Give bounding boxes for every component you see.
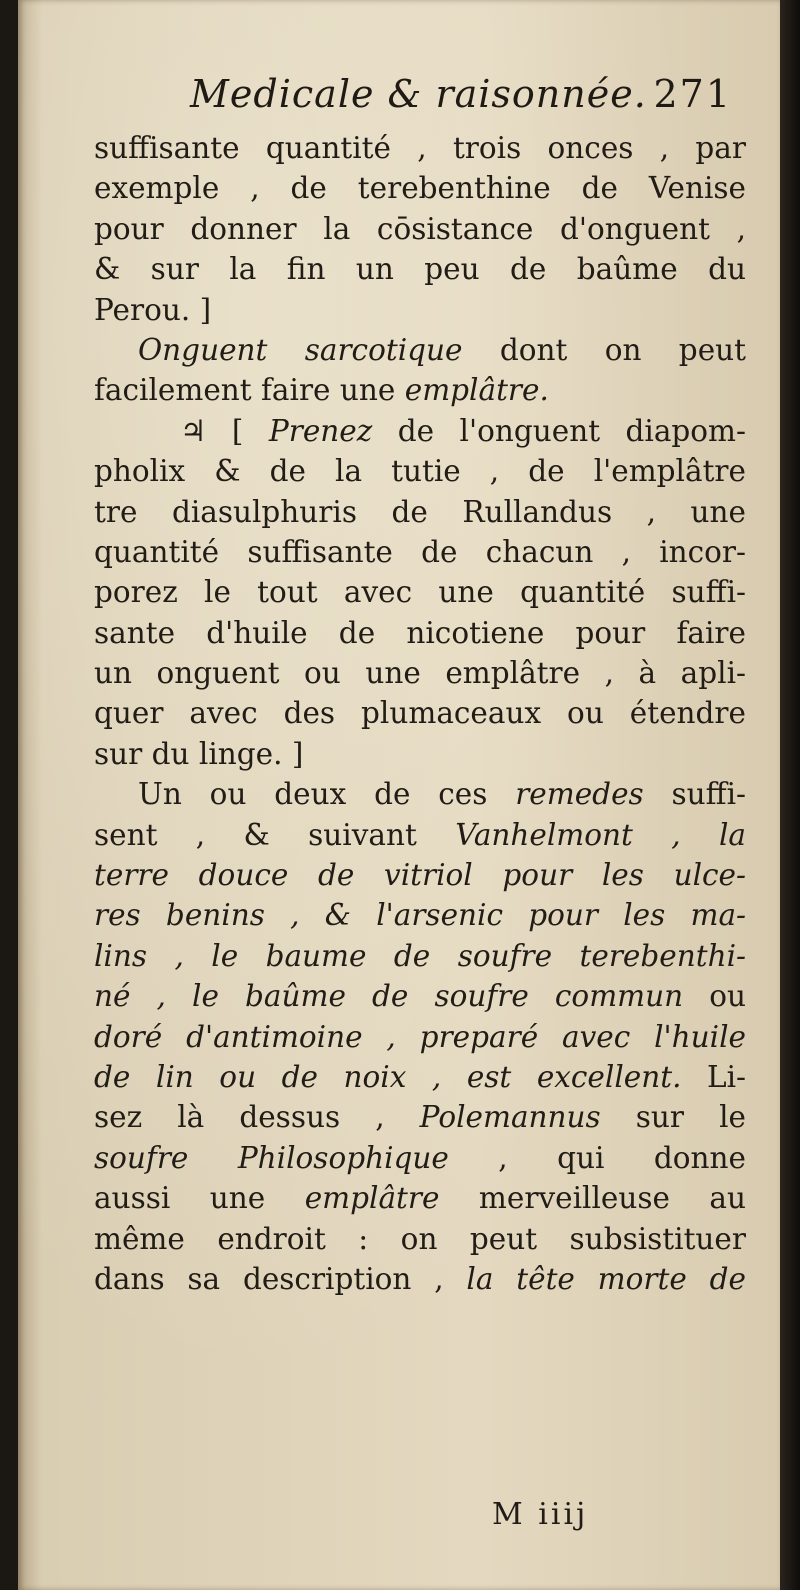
text-line bbox=[94, 451, 746, 491]
text-line bbox=[94, 492, 746, 532]
text-segment: & sur la fin un peu de baûme du bbox=[94, 252, 746, 287]
text-line bbox=[94, 370, 746, 410]
text-line bbox=[94, 613, 746, 653]
italic-text: la tête morte de bbox=[466, 1261, 746, 1296]
text-line bbox=[94, 1259, 746, 1299]
italic-text: doré d'antimoine , preparé avec l'huile bbox=[94, 1019, 746, 1054]
text-line bbox=[94, 1057, 746, 1097]
text-segment: dans sa description , bbox=[94, 1261, 467, 1296]
text-line bbox=[94, 532, 746, 572]
text-segment: suffisante quantité , trois onces , par bbox=[94, 131, 746, 165]
italic-text: Prenez bbox=[268, 413, 373, 448]
text-segment: pholix & de la tutie , de l'emplâtre bbox=[94, 454, 746, 489]
book-page bbox=[18, 0, 780, 1590]
italic-text: remedes bbox=[515, 777, 644, 812]
text-segment: suffi- bbox=[643, 777, 746, 812]
text-line bbox=[94, 895, 746, 935]
text-segment: porez le tout avec une quantité suffi- bbox=[94, 575, 746, 610]
text-line bbox=[94, 1219, 746, 1259]
text-segment: , qui donne bbox=[448, 1140, 746, 1175]
text-segment: sent , & suivant bbox=[94, 817, 456, 852]
text-segment: sur le bbox=[600, 1100, 747, 1135]
text-segment: de l'onguent diapom- bbox=[372, 413, 746, 448]
running-title: Medicale & raisonnée. bbox=[190, 72, 647, 116]
text-segment: dont on peut bbox=[462, 332, 746, 367]
text-line bbox=[94, 855, 746, 895]
page-number: 271 bbox=[653, 72, 732, 116]
text-line bbox=[94, 1097, 746, 1137]
text-segment: merveilleuse au bbox=[439, 1181, 747, 1216]
text-segment: sante d'huile de nicotiene pour faire bbox=[94, 615, 746, 650]
text-line bbox=[94, 249, 746, 289]
text-line bbox=[94, 1138, 746, 1178]
italic-text: emplâtre bbox=[304, 1181, 440, 1216]
text-segment: sur du linge. ] bbox=[94, 736, 304, 771]
text-line bbox=[94, 209, 746, 249]
text-segment: facilement faire une bbox=[94, 373, 405, 408]
italic-text: lins , le baume de soufre terebenthi- bbox=[94, 938, 746, 973]
text-line bbox=[94, 734, 746, 774]
text-segment: aussi une bbox=[94, 1181, 305, 1216]
text-segment: pour donner la cōsistance d'onguent , bbox=[94, 211, 746, 246]
italic-text: emplâtre. bbox=[404, 373, 549, 408]
italic-text: de lin ou de noix , est excellent. bbox=[94, 1059, 682, 1094]
text-segment: exemple , de terebenthine de Venise bbox=[94, 171, 746, 206]
text-line bbox=[94, 572, 746, 612]
italic-text: terre douce de vitriol pour les ulce- bbox=[94, 858, 746, 893]
italic-text: Onguent sarcotique bbox=[138, 332, 463, 367]
italic-text: Vanhelmont , la bbox=[455, 817, 746, 852]
text-segment: Un ou deux de ces bbox=[138, 777, 516, 812]
text-segment: ♃ [ bbox=[180, 413, 269, 448]
text-line bbox=[94, 693, 746, 733]
text-line bbox=[94, 128, 746, 168]
italic-text: res benins , & l'arsenic pour les ma- bbox=[94, 898, 746, 933]
text-line bbox=[94, 290, 746, 330]
text-segment: quer avec des plumaceaux ou étendre bbox=[94, 696, 746, 731]
body-text bbox=[94, 128, 746, 1299]
running-header bbox=[190, 72, 732, 116]
text-segment: un onguent ou une emplâtre , à apli- bbox=[94, 656, 746, 691]
text-segment: quantité suffisante de chacun , incor- bbox=[94, 534, 746, 569]
text-segment: Perou. ] bbox=[94, 292, 212, 327]
text-line bbox=[94, 168, 746, 208]
italic-text: né , le baûme de soufre commun bbox=[94, 979, 684, 1014]
text-line bbox=[94, 1017, 746, 1057]
signature-mark: M iiij bbox=[492, 1497, 589, 1532]
text-line bbox=[94, 330, 746, 370]
text-segment: tre diasulphuris de Rullandus , une bbox=[94, 494, 746, 529]
text-segment: sez là dessus , bbox=[94, 1100, 420, 1135]
text-line bbox=[94, 411, 746, 451]
text-line bbox=[94, 1178, 746, 1218]
text-line bbox=[94, 936, 746, 976]
text-line bbox=[94, 976, 746, 1016]
text-segment: Li- bbox=[681, 1059, 746, 1094]
text-segment: même endroit : on peut subsistituer bbox=[94, 1221, 746, 1256]
italic-text: soufre Philosophique bbox=[94, 1140, 449, 1175]
text-line bbox=[94, 815, 746, 855]
text-line bbox=[94, 653, 746, 693]
text-segment: ou bbox=[683, 979, 746, 1014]
italic-text: Polemannus bbox=[419, 1100, 601, 1135]
text-line bbox=[94, 774, 746, 814]
page-edge-shadow bbox=[780, 0, 800, 1590]
